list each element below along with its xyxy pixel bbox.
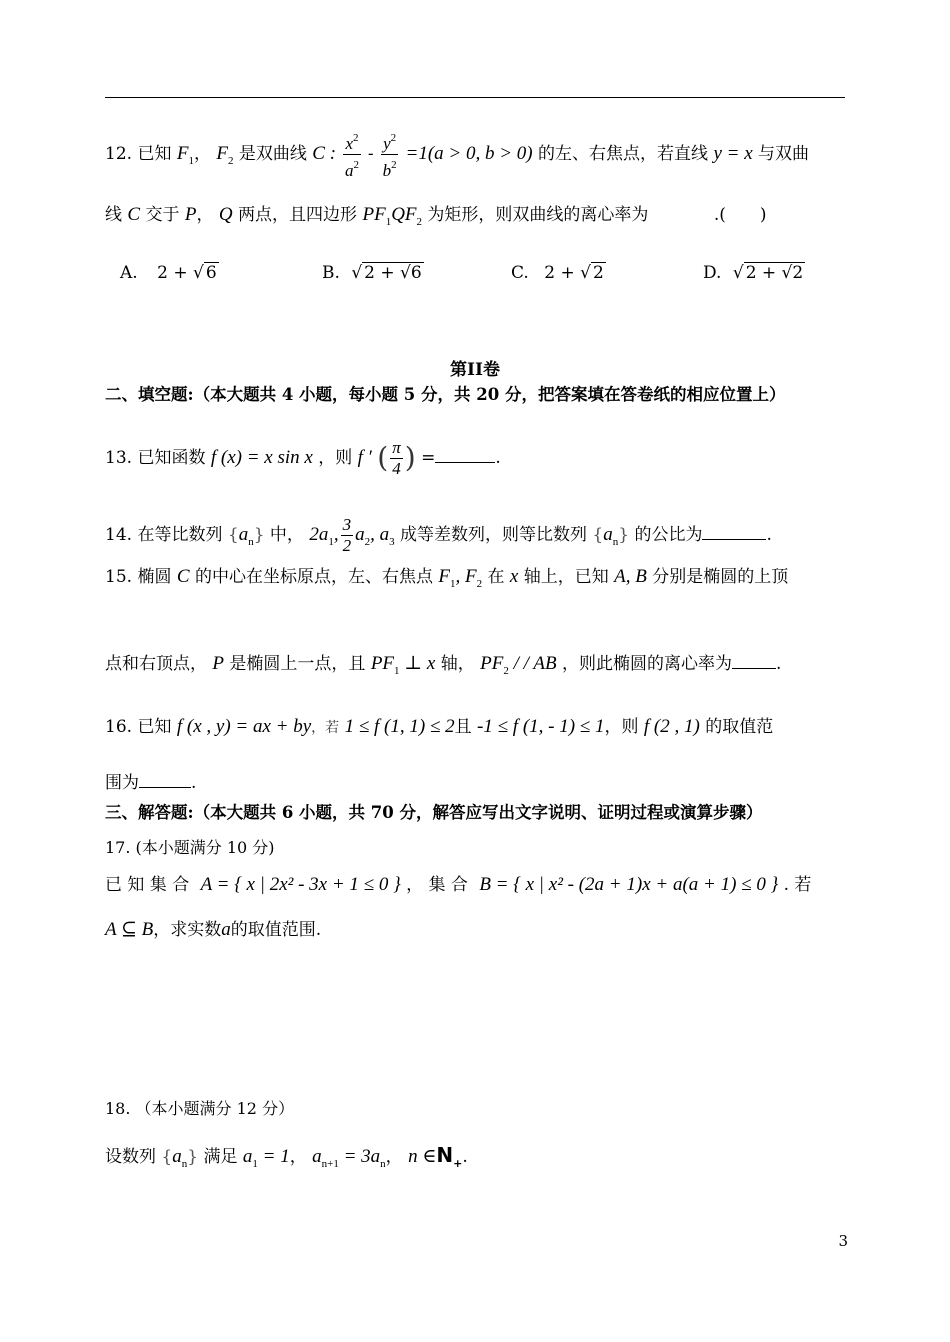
section3-heading: 三、解答题:（本大题共 6 小题，共 70 分，解答应写出文字说明、证明过程或演算步骤） <box>105 803 763 822</box>
q13-prefix: 13. 已知函数 <box>105 448 206 468</box>
q17-t2: ， 集 合 <box>406 875 468 895</box>
q16-line1 <box>105 715 773 740</box>
q15-ab: A, B <box>614 566 647 587</box>
section2-heading: 二、填空题:（本大题共 4 小题，每小题 5 分，共 20 分，把答案填在答卷纸的相应位置上） <box>105 385 786 404</box>
q16-line2-text: 围为 <box>105 773 139 793</box>
q14-mid: 中， <box>269 524 304 545</box>
q12-f2: $F_2$ <box>216 143 234 167</box>
q15-prefix: 15. 椭圆 <box>105 567 172 587</box>
q18-seq: $a_n$ <box>172 1146 188 1170</box>
option-b-radicand: 2 + √6 <box>364 263 422 283</box>
q15-line2-a: 点和右顶点， <box>105 654 207 674</box>
q12-option-a: A. 2 + √ 6 <box>120 263 217 283</box>
option-a-label: A. <box>120 263 138 283</box>
q16-blank[interactable] <box>139 771 191 788</box>
q12-p: P <box>184 204 197 225</box>
q15-line1 <box>105 565 788 596</box>
q13-lparen: ( <box>377 441 389 474</box>
q15-line2 <box>105 652 781 683</box>
q18-comma2: ， <box>385 1147 403 1167</box>
q12-option-c: C. 2 + √ 2 <box>511 263 604 283</box>
q12-comma: ， <box>193 144 211 164</box>
q12-option-d: D. √ 2 + √2 <box>703 263 804 283</box>
q13-frac: $\frac{\pi}{4}$ <box>392 438 401 478</box>
q17-line1 <box>105 873 811 897</box>
q15-end: . <box>775 654 782 674</box>
q12-text-two-points: 两点，且四边形 <box>238 205 358 225</box>
q17-title: 17. (本小题满分 10 分) <box>105 838 275 857</box>
q15-t1: 的中心在坐标原点，左、右焦点 <box>194 567 433 587</box>
q15-line2-b: 是椭圆上一点，且 <box>229 654 366 674</box>
q12-text-intersect: 交于 <box>145 205 180 225</box>
q12-q: Q <box>218 204 233 225</box>
header-rule <box>105 97 845 98</box>
q13-eq: = <box>421 448 436 468</box>
option-a-expr: 2 + <box>157 263 193 283</box>
q13-end: . <box>495 448 501 468</box>
q18-nset: $N_+$ <box>436 1143 463 1170</box>
q16-func: f (x , y) = ax + by <box>176 716 312 737</box>
q12-c: C <box>127 204 141 225</box>
option-b-label: B. <box>322 263 340 283</box>
option-c-label: C. <box>511 263 529 283</box>
q15-pf2: $PF_2$ / / AB <box>480 653 557 677</box>
q15-c: C <box>176 566 190 587</box>
q14-end: . <box>766 524 772 545</box>
q12-frac-y: $\frac{y^2}{b^2}$ <box>381 128 398 181</box>
q15-t4: 分别是椭圆的上顶 <box>652 567 789 587</box>
q15-t3: 轴上，已知 <box>523 567 609 587</box>
q18-n: n ∈ <box>408 1146 437 1167</box>
q16-t1: ，若 <box>311 720 340 736</box>
q16-end: . <box>191 773 197 793</box>
q14-blank[interactable] <box>702 523 766 540</box>
q16-t4: 的取值范 <box>705 717 774 737</box>
q15-foci: $F_1$, $F_2$ <box>438 566 483 590</box>
q12-line1 <box>105 128 809 181</box>
q12-text-rect: 为矩形，则双曲线的离心率为 <box>427 205 649 225</box>
q13-blank[interactable] <box>435 446 495 463</box>
q18-rec: $a_{n+1} = 3a_n$ <box>312 1146 386 1170</box>
q16-t2: 且 <box>454 717 472 737</box>
q16-cond1: 1 ≤ f (1, 1) ≤ 2 <box>344 716 455 737</box>
q17-set-b: B = { x | x² - (2a + 1)x + a(a + 1) ≤ 0 } <box>479 874 779 895</box>
q15-line2-d: ，则此椭圆的离心率为 <box>561 654 732 674</box>
q16-prefix: 16. 已知 <box>105 717 172 737</box>
q16-target: f (2 , 1) <box>643 716 700 737</box>
q18-line1: 设数列 $\{a_n\}$ 满足 $a_1 = 1$， $a_{n+1} = 3a_n$， n $\in N_+$. <box>105 1143 468 1170</box>
q12-condition: =1(a > 0, b > 0) <box>405 143 533 164</box>
q12-f1: $F_1$ <box>176 143 194 167</box>
q12-line2 <box>105 203 767 234</box>
q14-seq: $a_n$ <box>238 523 254 548</box>
q15-t2: 在 <box>487 567 505 587</box>
q18-comma: ， <box>289 1147 307 1167</box>
q18-t1: 设数列 <box>105 1147 156 1167</box>
q17-a: a <box>221 919 231 940</box>
q15-line2-c: 轴， <box>440 654 475 674</box>
q12-option-b: B. √ 2 + √6 <box>322 263 422 283</box>
q17-line2 <box>105 918 321 942</box>
section2-title: 第II卷 <box>450 360 500 380</box>
option-a-radicand: 6 <box>205 263 217 283</box>
q17-t3: . 若 <box>783 875 812 895</box>
q14-terms: $2a_1$, $\frac{3}{2}$ $a_2$, $a_3$ <box>309 515 395 555</box>
option-d-radicand: 2 + √2 <box>745 263 804 283</box>
q12-line-eq: y = x <box>713 143 753 164</box>
option-c-expr: 2 + <box>544 263 581 283</box>
q12-quad: $PF_1QF_2$ <box>362 204 423 228</box>
q18-end: . <box>462 1147 468 1167</box>
q12-text-hyperbola: 是双曲线 <box>238 144 307 164</box>
q18-title: 18. （本小题满分 12 分） <box>105 1099 295 1118</box>
q17-t4: ，求实数 <box>153 920 222 940</box>
q13-deriv: f ′ <box>357 447 372 468</box>
q15-blank[interactable] <box>732 652 776 669</box>
q16-line2 <box>105 771 196 795</box>
q17-set-a: A = { x | 2x² - 3x + 1 ≤ 0 } <box>200 874 401 895</box>
q12-frac-x: $\frac{x^2}{a^2}$ <box>343 128 360 181</box>
q12-text-foci: 的左、右焦点，若直线 <box>538 144 709 164</box>
q14-prefix: 14. 在等比数列 <box>105 524 223 545</box>
page-number: 3 <box>838 1232 848 1250</box>
q13-func: f (x) = x sin x <box>210 447 313 468</box>
q17-t1: 已 知 集 合 <box>105 875 190 895</box>
q13-line <box>105 438 501 479</box>
q12-minus: - <box>367 144 374 164</box>
q12-answer-bracket: .( ) <box>713 205 767 225</box>
q12-text-with: 与双曲 <box>758 144 810 164</box>
q12-curve: C : <box>312 143 337 164</box>
q18-a1: $a_1 = 1$ <box>242 1146 290 1170</box>
q13-then: ，则 <box>318 448 353 468</box>
q15-p: P <box>212 653 225 674</box>
q13-rparen: ) <box>404 441 416 474</box>
q12-line2-prefix: 线 <box>105 205 122 225</box>
q14-text2: 的公比为 <box>634 524 703 545</box>
q14-line: 14. 在等比数列 $\{a_n\}$ 中， $2a_1$, $\frac{3}{2}$ $a_2$, $a_3$ 成等差数列，则等比数列 $\{a_n\}$ 的公比为 . <box>105 515 772 555</box>
q14-text: 成等差数列，则等比数列 <box>399 524 587 545</box>
q14-seq2: $a_n$ <box>603 523 619 548</box>
q17-t5: 的取值范围. <box>230 920 322 940</box>
option-d-label: D. <box>703 263 722 283</box>
q16-cond2: -1 ≤ f (1, - 1) ≤ 1 <box>477 716 605 737</box>
q18-t2: 满足 <box>203 1147 238 1167</box>
q17-subset: A ⊆ B <box>105 919 154 940</box>
option-c-radicand: 2 <box>592 263 604 283</box>
q12-comma2: ， <box>196 205 214 225</box>
q15-pf1: $PF_1$ ⊥ x <box>370 653 436 677</box>
q16-t3: ，则 <box>604 717 639 737</box>
q15-x: x <box>509 566 519 587</box>
q12-prefix: 12. 已知 <box>105 144 172 164</box>
